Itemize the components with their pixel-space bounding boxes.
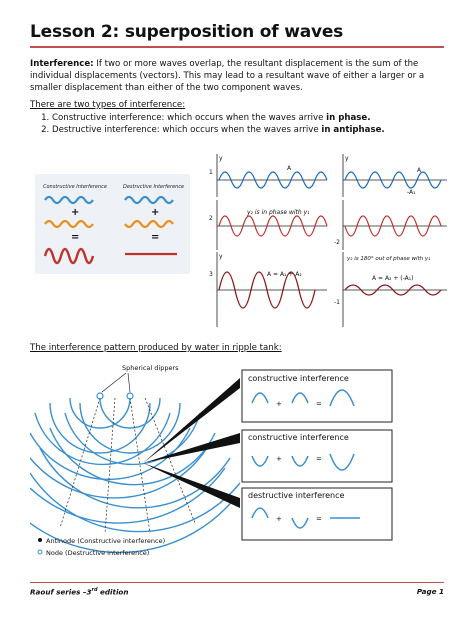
box3-label: destructive interference [248, 491, 345, 500]
list-item: 1. Constructive interference: which occurs when the waves arrive in phase. [52, 112, 452, 124]
dippers-label: Spherical dippers [122, 364, 179, 372]
legend-node: Node (Destructive interference) [46, 549, 150, 557]
wave-fronts [30, 398, 240, 552]
plus-sign: + [71, 207, 80, 218]
box1-label: constructive interference [248, 374, 349, 383]
tick-2: 2 [209, 215, 213, 222]
phase-graphs [207, 152, 450, 329]
plus-sign: + [276, 515, 282, 523]
equals-sign: = [316, 515, 322, 523]
ripple-tank-svg [30, 358, 444, 566]
constructive-label: Constructive Interference [43, 184, 107, 190]
pattern-heading: The interference pattern produced by water in ripple tank: [30, 343, 282, 353]
tick-m2: -2 [334, 239, 340, 246]
equals-sign: = [71, 232, 80, 243]
tick-m1: -1 [334, 299, 340, 306]
antinode-marker [38, 538, 42, 542]
list-item: 2. Destructive interference: which occurs when the waves arrive in antiphase. [52, 124, 452, 136]
label-sum-out: A = A₂ + (-A₁) [372, 275, 414, 282]
equals-sign: = [316, 455, 322, 463]
wave-orange-2 [125, 221, 173, 227]
equals-sign: = [316, 400, 322, 408]
interference-illustration [35, 174, 190, 274]
interference-illustration-svg [35, 174, 190, 274]
footer-divider [30, 582, 444, 583]
page-title: Lesson 2: superposition of waves [30, 22, 344, 42]
label-A1: A [287, 165, 292, 172]
label-y2-out: y₂ is 180° out of phase with y₁ [347, 256, 431, 262]
equals-sign: = [151, 232, 160, 243]
plus-sign: + [276, 400, 282, 408]
plus-sign: + [276, 455, 282, 463]
label-A1-right: A [417, 167, 422, 174]
label-y1: y [219, 155, 223, 162]
wave-orange-1 [45, 221, 93, 227]
phase-graphs-svg [207, 152, 450, 329]
label-minus-A1: -A₁ [407, 189, 416, 196]
ripple-tank-figure [30, 358, 444, 566]
interference-definition: If two or more waves overlap, the resultant displacement is the sum of the individual displacements (vectors). This may lead to a resultant wave of either a larger or a smaller displacement than either of the two component waves. [30, 59, 425, 93]
label-y: y [219, 253, 223, 260]
destructive-label: Destructive Interference [123, 184, 185, 190]
wave-blue-1 [45, 197, 93, 203]
label-y2-phase: y₂ is in phase with y₁ [247, 209, 310, 216]
wave-red-sum [45, 249, 93, 263]
interference-term: Interference: [30, 59, 94, 69]
label-y-right: y [345, 155, 349, 162]
wave-blue-2 [125, 197, 173, 203]
plus-sign: + [151, 207, 160, 218]
types-list [30, 112, 452, 136]
interference-paragraph [30, 58, 444, 94]
tick-3: 3 [209, 271, 213, 278]
footer-series: Raouf series –3rd edition [30, 587, 129, 597]
legend-antinode: Antinode (Constructive interference) [46, 537, 166, 545]
title-divider [30, 46, 444, 48]
types-heading: There are two types of interference: [30, 100, 186, 110]
box2-label: constructive interference [248, 433, 349, 442]
page-number: Page 1 [416, 587, 444, 596]
label-sum-in: A = A₁ + A₂ [267, 271, 302, 278]
tick-1: 1 [209, 169, 213, 176]
node-marker [38, 550, 42, 554]
